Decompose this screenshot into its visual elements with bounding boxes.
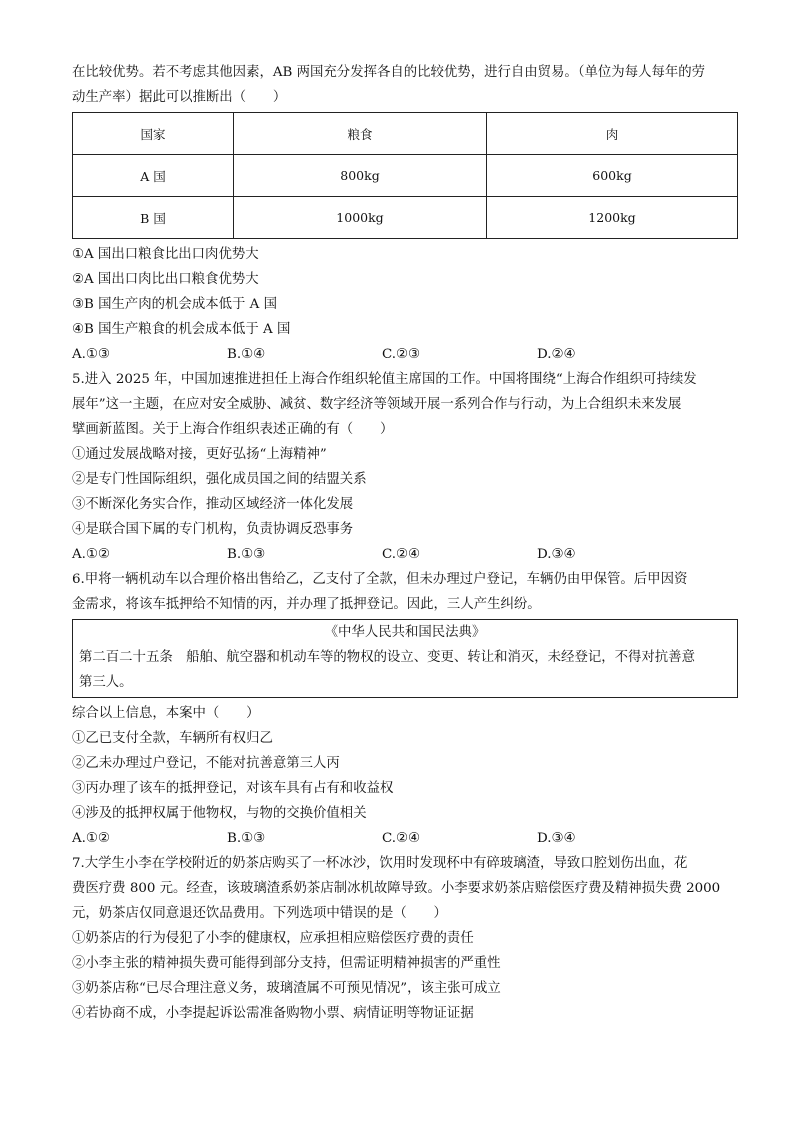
q5-items	[72, 442, 740, 542]
list-item: ②是专门性国际组织，强化成员国之间的结盟关系	[72, 472, 367, 487]
answer-option[interactable]: B.①③	[227, 547, 266, 562]
law-excerpt-box	[72, 619, 738, 698]
text-line: 5.进入 2025 年，中国加速推进担任上海合作组织轮值主席国的工作。中国将围绕“上海合作组织可持续发	[72, 372, 697, 387]
text-line: 金需求，将该车抵押给不知情的丙，并办理了抵押登记。因此，三人产生纠纷。	[72, 597, 541, 612]
q6-stem	[72, 567, 740, 617]
answer-option[interactable]: D.②④	[537, 347, 576, 362]
answer-option[interactable]: D.③④	[537, 831, 576, 846]
q7-stem	[72, 851, 740, 926]
text-line: 7.大学生小李在学校附近的奶茶店购买了一杯冰沙，饮用时发现杯中有碎玻璃渣，导致口腔划伤出血，花	[72, 856, 688, 871]
table-cell: 1200kg	[487, 197, 738, 239]
list-item: ③奶茶店称“已尽合理注意义务，玻璃渣属不可预见情况”，该主张可成立	[72, 981, 501, 996]
list-item: ④是联合国下属的专门机构，负责协调反恐事务	[72, 522, 354, 537]
q5-options	[72, 542, 740, 567]
q5-stem	[72, 367, 740, 442]
table-cell: B 国	[73, 197, 234, 239]
list-item: ③B 国生产肉的机会成本低于 A 国	[72, 297, 277, 312]
table-cell: 800kg	[234, 155, 487, 197]
list-item: ①乙已支付全款，车辆所有权归乙	[72, 731, 273, 746]
text-line: 第三人。	[79, 675, 133, 690]
q4-options	[72, 342, 740, 367]
list-item: ②乙未办理过户登记，不能对抗善意第三人丙	[72, 756, 340, 771]
list-item: ③丙办理了该车的抵押登记，对该车具有占有和收益权	[72, 781, 394, 796]
table-header-row	[73, 113, 738, 155]
text-line: 6.甲将一辆机动车以合理价格出售给乙，乙支付了全款，但未办理过户登记，车辆仍由甲保管。后甲因资	[72, 572, 688, 587]
table-cell: A 国	[73, 155, 234, 197]
text-line: 费医疗费 800 元。经查，该玻璃渣系奶茶店制冰机故障导致。小李要求奶茶店赔偿医疗费及精神损失费 2000	[72, 881, 721, 896]
table-header: 国家	[73, 113, 234, 155]
answer-option[interactable]: D.③④	[537, 547, 576, 562]
answer-option[interactable]: C.②④	[382, 547, 421, 562]
table-header: 粮食	[234, 113, 487, 155]
answer-option[interactable]: C.②③	[382, 347, 421, 362]
law-title: 《中华人民共和国民法典》	[324, 625, 486, 640]
table-row	[73, 197, 738, 239]
list-item: ④涉及的抵押权属于他物权，与物的交换价值相关	[72, 806, 367, 821]
list-item: ③不断深化务实合作，推动区域经济一体化发展	[72, 497, 354, 512]
text-line: 动生产率）据此可以推断出（ ）	[72, 90, 287, 105]
table-cell: 1000kg	[234, 197, 487, 239]
list-item: ①通过发展战略对接，更好弘扬“上海精神”	[72, 447, 327, 462]
text-line: 在比较优势。若不考虑其他因素，AB 两国充分发挥各自的比较优势，进行自由贸易。（单位为每人每年的劳	[72, 65, 706, 80]
productivity-table	[72, 112, 738, 239]
q6-items	[72, 726, 740, 826]
list-item: ①A 国出口粮食比出口肉优势大	[72, 247, 259, 262]
text-line: 元，奶茶店仅同意退还饮品费用。下列选项中错误的是（ ）	[72, 906, 447, 921]
q4-items	[72, 242, 740, 342]
text-line: 擘画新蓝图。关于上海合作组织表述正确的有（ ）	[72, 422, 394, 437]
text-line: 展年”这一主题，在应对安全威胁、减贫、数字经济等领域开展一系列合作与行动，为上合组织未来发展	[72, 397, 682, 412]
law-text	[73, 645, 737, 695]
answer-option[interactable]: C.②④	[382, 831, 421, 846]
q6-lead: 综合以上信息，本案中（ ）	[72, 706, 260, 721]
text-line: 第二百二十五条 船舶、航空器和机动车等的物权的设立、变更、转让和消灭，未经登记，不得对抗善意	[79, 650, 695, 665]
list-item: ②小李主张的精神损失费可能得到部分支持，但需证明精神损害的严重性	[72, 956, 501, 971]
answer-option[interactable]: A.①③	[72, 347, 110, 362]
list-item: ④B 国生产粮食的机会成本低于 A 国	[72, 322, 291, 337]
list-item: ①奶茶店的行为侵犯了小李的健康权，应承担相应赔偿医疗费的责任	[72, 931, 474, 946]
answer-option[interactable]: B.①③	[227, 831, 266, 846]
table-cell: 600kg	[487, 155, 738, 197]
q4-intro	[72, 60, 740, 110]
q6-options	[72, 826, 740, 851]
answer-option[interactable]: A.①②	[72, 831, 110, 846]
list-item: ④若协商不成，小李提起诉讼需准备购物小票、病情证明等物证证据	[72, 1006, 474, 1021]
exam-page	[72, 60, 740, 1026]
answer-option[interactable]: A.①②	[72, 547, 110, 562]
answer-option[interactable]: B.①④	[227, 347, 266, 362]
q7-items	[72, 926, 740, 1026]
list-item: ②A 国出口肉比出口粮食优势大	[72, 272, 259, 287]
table-header: 肉	[487, 113, 738, 155]
table-row	[73, 155, 738, 197]
